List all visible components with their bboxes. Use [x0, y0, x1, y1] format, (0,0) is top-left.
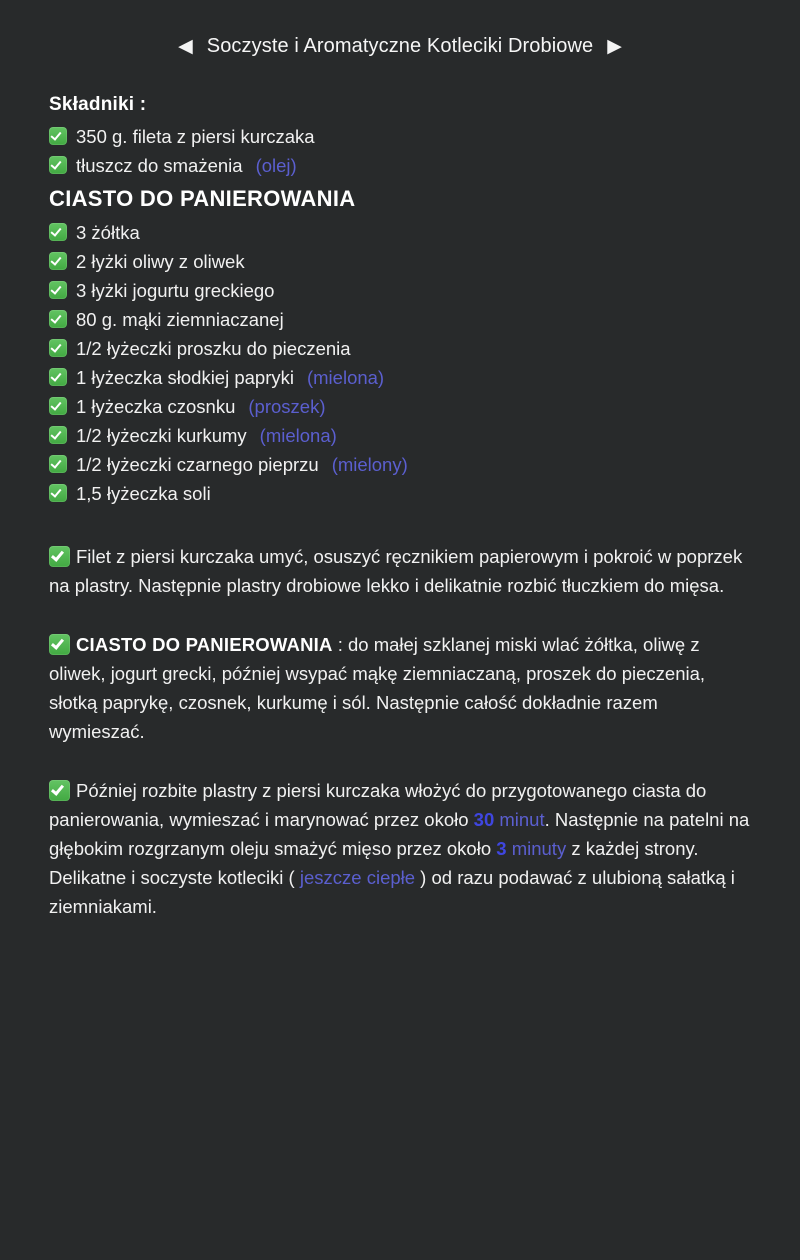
check-icon: [49, 252, 67, 270]
check-icon: [49, 156, 67, 174]
ingredient-text: 1/2 łyżeczki kurkumy: [76, 425, 247, 446]
ingredient-note: (proszek): [248, 396, 326, 417]
check-icon: [49, 310, 67, 328]
check-icon: [49, 426, 67, 444]
list-item: [49, 218, 752, 247]
check-icon: [49, 397, 67, 415]
fry-time-value: 3: [496, 838, 507, 859]
step-body-part-1: Później rozbite plastry z piersi kurczaka włożyć do przygotowanego ciasta do panierowania, wymieszać i marynować przez około: [49, 780, 707, 830]
check-icon: [49, 368, 67, 386]
ingredient-text: 3 łyżki jogurtu greckiego: [76, 280, 275, 301]
list-item: [49, 421, 752, 450]
step-2: [49, 630, 752, 746]
check-icon: [49, 223, 67, 241]
check-icon: [49, 281, 67, 299]
page-title: Soczyste i Aromatyczne Kotleciki Drobiowe: [206, 34, 594, 57]
list-item: [49, 305, 752, 334]
list-item: [49, 247, 752, 276]
ingredient-note: (mielony): [331, 454, 408, 475]
ingredient-note: (mielona): [306, 367, 385, 388]
ingredient-text: 1,5 łyżeczka soli: [76, 483, 211, 504]
ingredient-text: 1/2 łyżeczki proszku do pieczenia: [76, 338, 351, 359]
preparation-steps: [49, 542, 752, 921]
step-body-part-4: ) od razu podawać z ulubioną sałatką i ziemniakami.: [49, 867, 735, 917]
step-1: [49, 542, 752, 600]
ingredient-text: 80 g. mąki ziemniaczanej: [76, 309, 284, 330]
list-item: [49, 122, 752, 151]
ingredient-note: (mielona): [259, 425, 337, 446]
list-item: [49, 276, 752, 305]
list-item: [49, 479, 752, 508]
list-item: [49, 151, 752, 180]
check-icon: [49, 127, 67, 145]
ingredients-list: [49, 122, 752, 508]
list-item: [49, 392, 752, 421]
check-icon: [49, 546, 70, 567]
ingredient-text: 3 żółtka: [76, 222, 140, 243]
ingredient-text: tłuszcz do smażenia: [76, 155, 243, 176]
list-item: [49, 334, 752, 363]
previous-arrow-icon[interactable]: ◀: [178, 34, 193, 57]
ingredients-subheading: CIASTO DO PANIEROWANIA: [49, 186, 356, 211]
step-body-part-2: . Następnie na patelni na głębokim rozgrzanym oleju smażyć mięso przez około: [49, 809, 750, 859]
ingredients-label: Składniki :: [49, 94, 147, 115]
serve-note: jeszcze ciepłe: [299, 867, 416, 888]
check-icon: [49, 484, 67, 502]
step-3: [49, 776, 752, 921]
step-title: CIASTO DO PANIEROWANIA: [76, 634, 333, 655]
ingredient-text: 350 g. fileta z piersi kurczaka: [76, 126, 315, 147]
ingredient-text: 1 łyżeczka czosnku: [76, 396, 236, 417]
check-icon: [49, 780, 70, 801]
next-arrow-icon[interactable]: ▶: [607, 34, 622, 57]
step-body: Filet z piersi kurczaka umyć, osuszyć ręcznikiem papierowym i pokroić w poprzek na plastry. Następnie plastry drobiowe lekko i delikatnie rozbić tłuczkiem do mięsa.: [49, 546, 743, 596]
recipe-content: [0, 60, 800, 921]
check-icon: [49, 455, 67, 473]
step-body: : do małej szklanej miski wlać żółtka, oliwę z oliwek, jogurt grecki, później wsypać mąkę ziemniaczaną, proszek do pieczenia, słotką paprykę, czosnek, kurkumę i sól. Następnie całość dokładnie razem wymieszać.: [49, 634, 706, 742]
check-icon: [49, 634, 70, 655]
ingredient-text: 1/2 łyżeczki czarnego pieprzu: [76, 454, 319, 475]
step-body-part-3: z każdej strony. Delikatne i soczyste kotleciki (: [49, 838, 699, 888]
list-item: [49, 363, 752, 392]
marinate-time-unit: minut: [494, 809, 545, 830]
list-item: [49, 450, 752, 479]
check-icon: [49, 339, 67, 357]
ingredient-text: 1 łyżeczka słodkiej papryki: [76, 367, 294, 388]
recipe-pager: [0, 0, 800, 60]
ingredient-note: (olej): [255, 155, 297, 176]
ingredient-text: 2 łyżki oliwy z oliwek: [76, 251, 245, 272]
marinate-time-value: 30: [473, 809, 495, 830]
fry-time-unit: minuty: [506, 838, 567, 859]
